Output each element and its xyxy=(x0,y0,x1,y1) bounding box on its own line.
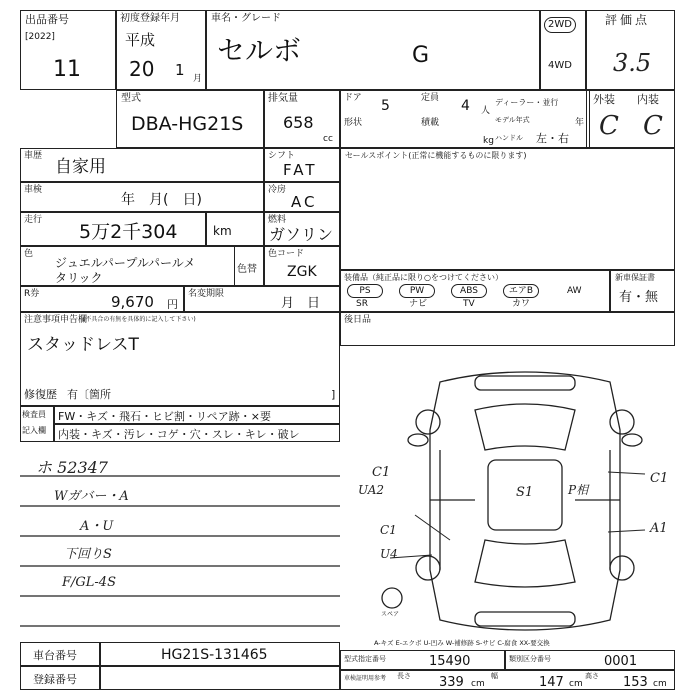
mark-c1-left: C1 xyxy=(372,465,391,480)
equip-pw: PW xyxy=(399,284,435,298)
displacement-value: 658 xyxy=(283,113,314,132)
hand-line-4: 下回りS xyxy=(64,547,112,562)
shape-label: 形状 xyxy=(344,118,363,128)
drive-4wd: 4WD xyxy=(548,60,572,71)
type-no-value: 15490 xyxy=(429,654,471,669)
color-value-1: ジュエルパープルパールメ xyxy=(55,256,196,270)
notes-label: 注意事項申告欄 xyxy=(24,315,88,325)
score-label: 評価点 xyxy=(605,13,651,27)
inspector-label-b: 記入欄 xyxy=(22,426,46,435)
class-no-box xyxy=(505,650,675,670)
handle-value: 左・右 xyxy=(536,132,569,145)
displacement-label: 排気量 xyxy=(268,93,298,104)
first-reg-label: 初度登録年月 xyxy=(120,13,180,24)
equip-tv: TV xyxy=(463,299,475,309)
lot-year: [2022] xyxy=(25,32,55,42)
equipment-label: 装備品（純正品に限り○をつけてください） xyxy=(344,273,503,282)
color-change-label: 色替 xyxy=(237,264,257,275)
mileage-unit: km xyxy=(213,224,232,238)
ac-value: AC xyxy=(291,193,318,211)
rear-label: 後日品 xyxy=(344,315,372,325)
class-no-label: 類別区分番号 xyxy=(509,655,551,663)
recycle-unit: 円 xyxy=(167,298,178,311)
repair-label: 修復歴 xyxy=(24,388,57,401)
mark-a1-right: A1 xyxy=(650,521,668,536)
warranty-label: 新車保証書 xyxy=(615,273,655,282)
hand-line-5: F/GL-4S xyxy=(62,575,116,590)
equip-abs: ABS xyxy=(451,284,487,298)
interior-label: 内装 xyxy=(637,93,659,106)
notes-text: スタッドレスT xyxy=(27,335,139,355)
chassis-value: HG21S-131465 xyxy=(161,647,268,663)
mark-c1-left2: C1 xyxy=(380,523,397,537)
type-no-box xyxy=(340,650,505,670)
shift-label: シフト xyxy=(268,151,296,161)
equip-navi: ナビ xyxy=(409,299,428,309)
score-value: 3.5 xyxy=(613,49,652,77)
interior-grade: C xyxy=(643,111,663,141)
exterior-label: 外装 xyxy=(593,93,615,106)
length-value: 339 xyxy=(439,675,464,690)
reg-month: 1 xyxy=(175,61,185,79)
fuel-label: 燃料 xyxy=(268,215,287,225)
name-change-label: 名変期限 xyxy=(188,289,225,299)
ac-label: 冷房 xyxy=(268,185,287,195)
type-no-label: 型式指定番号 xyxy=(344,655,386,663)
drive-2wd: 2WD xyxy=(544,17,576,33)
model-value: DBA-HG21S xyxy=(131,113,244,135)
sales-point-label: セールスポイント(正常に機能するものに限ります) xyxy=(345,151,527,160)
exterior-grade: C xyxy=(599,111,619,141)
repair-value: 有〔箇所 xyxy=(67,388,111,401)
color-value-2: タリック xyxy=(55,271,103,285)
reg-year: 20 xyxy=(129,57,155,81)
reg-no-label: 登録番号 xyxy=(33,673,77,686)
doors-value: 5 xyxy=(381,98,390,114)
mark-u4: U4 xyxy=(380,547,398,561)
inspector-label-a: 検査員 xyxy=(22,410,46,419)
mark-s1: S1 xyxy=(516,485,534,500)
chassis-label: 車台番号 xyxy=(33,649,77,662)
car-name-label: 車名・グレード xyxy=(211,13,281,24)
load-label: 積載 xyxy=(421,118,440,128)
doors-label: ドア xyxy=(344,93,362,103)
class-no-value: 0001 xyxy=(604,654,638,669)
handle-label: ハンドル xyxy=(495,134,523,142)
capacity-label: 定員 xyxy=(421,93,440,103)
displacement-unit: cc xyxy=(323,134,333,144)
lot-number: 11 xyxy=(53,57,81,82)
chassis-label-box xyxy=(20,642,100,666)
recycle-label: R券 xyxy=(24,289,40,299)
reg-no-value-box xyxy=(100,666,340,690)
height-label: 高さ xyxy=(585,672,599,680)
car-body-diagram xyxy=(20,10,675,690)
chassis-value-box xyxy=(100,642,340,666)
color-label: 色 xyxy=(24,249,34,259)
mileage-label: 走行 xyxy=(24,215,43,225)
equip-leather: カワ xyxy=(512,299,531,309)
length-unit: cm xyxy=(471,679,485,689)
hand-line-2: Wガバー・A xyxy=(54,489,129,504)
length-label: 長さ xyxy=(397,672,411,680)
grade: G xyxy=(412,43,430,68)
model-label: 型式 xyxy=(121,93,141,104)
lot-label: 出品番号 xyxy=(25,13,69,26)
history-label: 車歴 xyxy=(24,151,43,161)
mark-c1-right: C1 xyxy=(650,471,669,486)
inspection-label: 車検 xyxy=(24,185,43,195)
fuel-value: ガソリン xyxy=(269,225,334,244)
inspection-value: 年 月( 日) xyxy=(121,192,202,208)
era: 平成 xyxy=(125,31,156,49)
dealer-label: ディーラー・並行 xyxy=(495,98,559,107)
width-value: 147 xyxy=(539,675,564,690)
auction-sheet xyxy=(20,10,675,690)
mark-ua2: UA2 xyxy=(358,483,385,497)
equip-airbag: エアB xyxy=(503,284,539,298)
height-unit: cm xyxy=(653,679,667,689)
year-unit: 年 xyxy=(575,118,585,128)
notes-sub: (不具合の有無を具体的に記入して下さい) xyxy=(83,316,196,323)
spare-label: スペア xyxy=(381,611,400,618)
name-change-value: 月 日 xyxy=(281,296,321,311)
hand-line-3: A・U xyxy=(80,519,114,534)
history-value: 自家用 xyxy=(55,157,106,177)
width-label: 幅 xyxy=(491,672,498,680)
height-value: 153 xyxy=(623,675,648,690)
vin-label: 車検証明用参考 xyxy=(344,675,387,682)
recycle-value: 9,670 xyxy=(111,293,154,311)
hand-line-1: ホ 52347 xyxy=(36,458,108,477)
repair-close: ] xyxy=(331,388,336,401)
reg-no-label-box xyxy=(20,666,100,690)
interior-row-text: 内装・キズ・汚レ・コゲ・穴・スレ・キレ・破レ xyxy=(58,428,300,441)
mark-p-hood: P相 xyxy=(568,483,589,497)
fw-row-text: FW・キズ・飛石・ヒビ割・リペア跡・×要 xyxy=(58,410,271,423)
capacity-value: 4 xyxy=(461,98,470,114)
car-name: セルボ xyxy=(217,34,302,67)
mileage-value: 5万2千304 xyxy=(79,221,178,243)
dimensions-box xyxy=(340,670,675,690)
equip-ps: PS xyxy=(347,284,383,298)
legend: A-キズ E-エクボ U-凹み W-補修跡 S-サビ C-腐食 XX-要交換 xyxy=(374,639,550,647)
reg-month-unit: 月 xyxy=(193,74,203,84)
color-code: ZGK xyxy=(287,264,317,280)
warranty-value: 有・無 xyxy=(619,290,659,305)
equip-aw: AW xyxy=(567,286,582,296)
color-code-label: 色コード xyxy=(268,249,305,259)
capacity-unit: 人 xyxy=(481,106,491,116)
shift-value: FAT xyxy=(283,161,318,179)
load-unit: kg xyxy=(483,136,494,146)
equip-sr: SR xyxy=(356,299,368,309)
width-unit: cm xyxy=(569,679,583,689)
model-year-label: モデル年式 xyxy=(495,116,530,124)
